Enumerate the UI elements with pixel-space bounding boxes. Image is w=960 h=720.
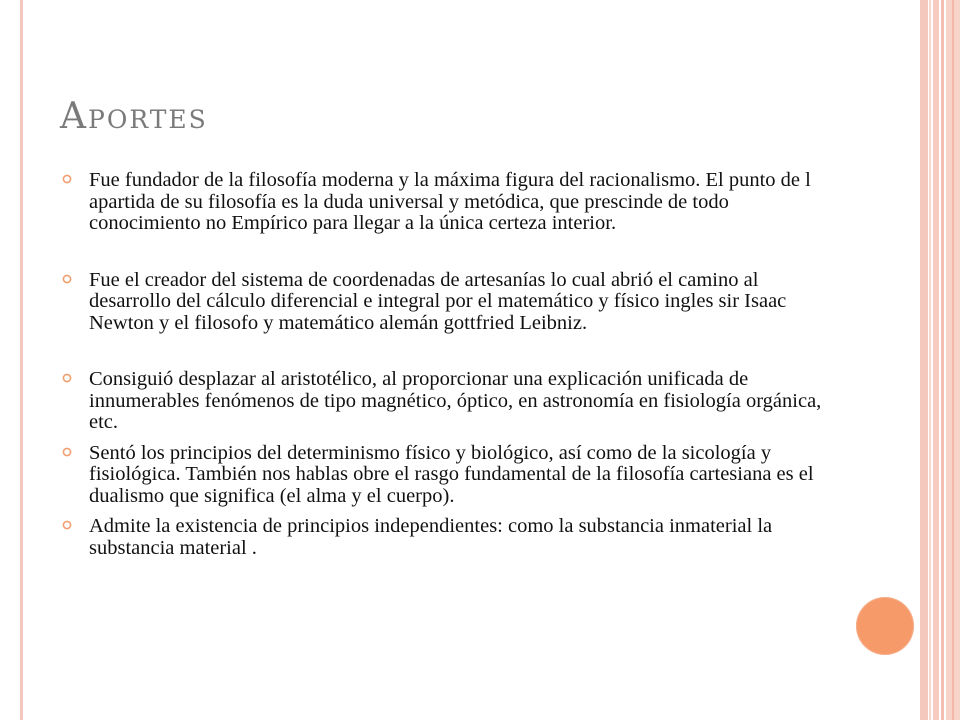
right-decorative-stripe [952, 0, 954, 720]
right-decorative-stripe [929, 0, 931, 720]
bullet-circle-icon [62, 174, 72, 184]
bullet-item [60, 369, 830, 434]
bullet-text: Consiguió desplazar al aristotélico, al proporcionar una explicación unificada de innumerables fenómenos de tipo magnético, óptico, en astronomía en fisiología orgánica, etc. [89, 368, 822, 433]
accent-circle [856, 597, 914, 655]
left-border-line [20, 0, 23, 720]
bullet-item [60, 270, 830, 335]
bullet-list [60, 170, 830, 559]
right-decorative-stripe [933, 0, 939, 720]
bullet-text: Sentó los principios del determinismo físico y biológico, así como de la sicología y fisiológica. También nos hablas obre el rasgo fundamental de la filosofía cartesiana es el dualismo que significa (el alma y el cuerpo). [89, 441, 814, 507]
bullet-text: Admite la existencia de principios independientes: como la substancia inmaterial la substancia material . [89, 515, 773, 559]
bullet-circle-icon [62, 373, 72, 383]
bullet-text: Fue fundador de la filosofía moderna y la máxima figura del racionalismo. El punto de l apartida de su filosofía es la duda universal y metódica, que prescinde de todo conocimiento no Empírico para llegar a la única certeza interior. [89, 169, 811, 234]
bullet-item [60, 516, 830, 559]
right-decorative-stripe [920, 0, 928, 720]
bullet-circle-icon [62, 520, 72, 530]
bullet-circle-icon [62, 274, 72, 284]
bullet-text: Fue el creador del sistema de coordenadas de artesanías lo cual abrió el camino al desarrollo del cálculo diferencial e integral por el matemático y físico ingles sir Isaac Newton y el filosofo y matemático alemán gottfried Leibniz. [89, 268, 787, 334]
bullet-item [60, 170, 830, 235]
bullet-item [60, 443, 830, 508]
bullet-circle-icon [62, 447, 72, 457]
right-decorative-stripe [941, 0, 944, 720]
slide-title: Aportes [60, 96, 208, 137]
